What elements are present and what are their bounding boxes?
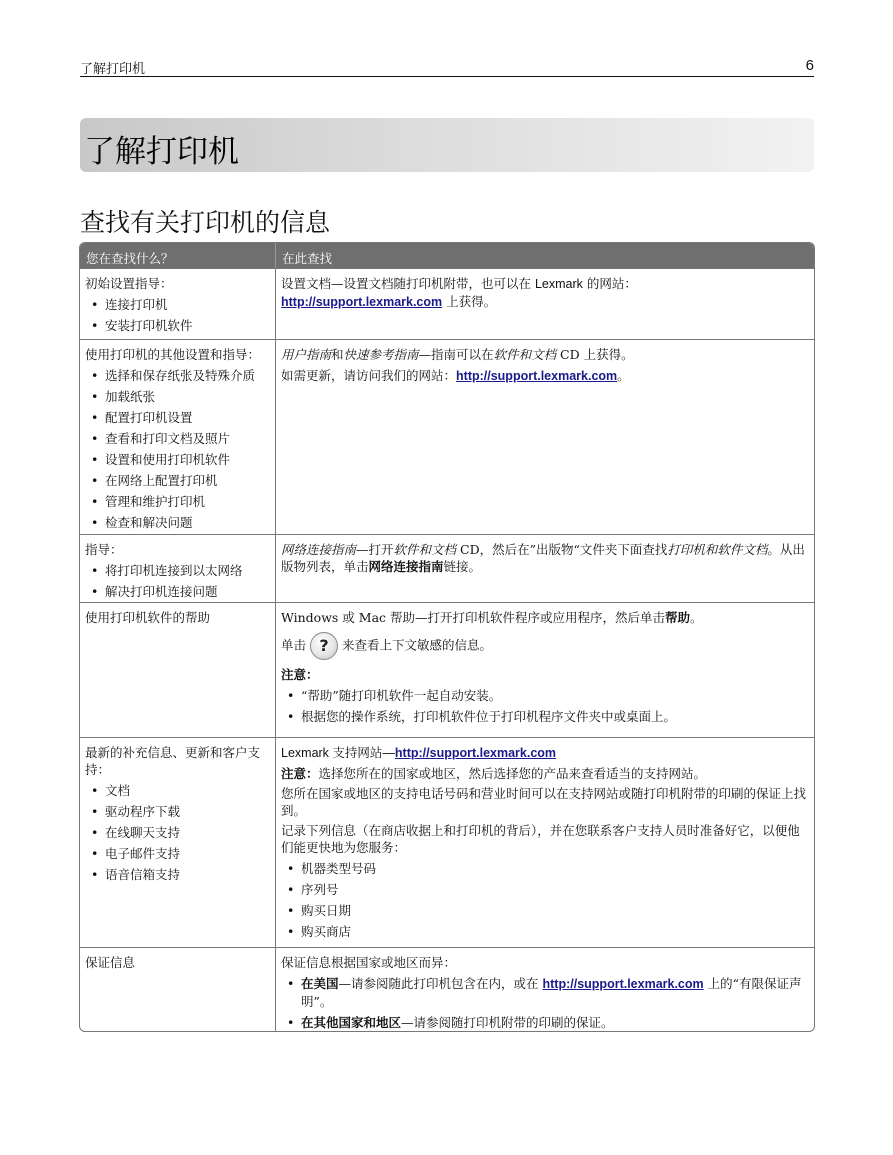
list-item: • 连接打印机	[85, 296, 269, 313]
topic-title: 最新的补充信息、更新和客户支持：	[85, 745, 261, 777]
chapter-banner	[80, 118, 814, 172]
table-row	[80, 339, 814, 534]
support-link[interactable]: http://support.lexmark.com	[542, 977, 704, 991]
source-text: 您所在国家或地区的支持电话号码和营业时间可以在支持网站或随打印机附带的印刷的保证上找到。	[281, 786, 807, 818]
support-link[interactable]: http://support.lexmark.com	[394, 746, 557, 760]
list-item: • 检查和解决问题	[85, 514, 269, 531]
list-item: • 配置打印机设置	[85, 409, 269, 426]
list-item: • 将打印机连接到以太网络	[85, 562, 269, 579]
chapter-title: 了解打印机	[84, 134, 239, 170]
row-source	[276, 603, 814, 737]
section-title: 查找有关打印机的信息	[80, 208, 331, 237]
source-text: 保证信息根据国家或地区而异：	[281, 955, 457, 970]
note-label: 注意：	[281, 667, 319, 682]
list-item: • 序列号	[281, 881, 808, 898]
header-cell-where: 在此查找	[282, 251, 333, 266]
row-topic	[80, 948, 276, 1031]
list-item: • 机器类型号码	[281, 860, 808, 877]
source-text: 网络连接指南—打开软件和文档 CD，然后在”出版物“文件夹下面查找打印机和软件文档。从出版物列表，单击网络连接指南链接。	[281, 542, 805, 574]
list-item: • 解决打印机连接问题	[85, 583, 269, 600]
topic-title: 初始设置指导：	[85, 276, 173, 291]
row-topic	[80, 340, 276, 534]
list-item: • 驱动程序下载	[85, 803, 269, 820]
source-text: 用户指南和快速参考指南—指南可以在软件和文档 CD 上获得。	[281, 347, 634, 362]
topic-list	[85, 562, 269, 600]
row-source	[276, 340, 814, 534]
table-header	[80, 243, 814, 268]
list-item: • 在网络上配置打印机	[85, 472, 269, 489]
support-link[interactable]: http://support.lexmark.com	[281, 295, 443, 309]
table-row	[80, 268, 814, 339]
list-item: • 在线聊天支持	[85, 824, 269, 841]
list-item: • 电子邮件支持	[85, 845, 269, 862]
header-title: 了解打印机	[80, 62, 146, 77]
list-item: • 在美国—请参阅随此打印机包含在内，或在 http://support.lexmark.com 上的“有限保证声明”。	[281, 975, 808, 1010]
list-item: • 查看和打印文档及照片	[85, 430, 269, 447]
source-text: 单击 ? 来查看上下文敏感的信息。	[281, 632, 808, 660]
source-text: 注意：选择您所在的国家或地区，然后选择您的产品来查看适当的支持网站。	[281, 766, 707, 781]
source-text: http://support.lexmark.com 上获得。	[281, 294, 497, 309]
row-topic	[80, 269, 276, 339]
running-header	[80, 58, 814, 77]
list-item: • “帮助”随打印机软件一起自动安装。	[281, 687, 808, 704]
table-row	[80, 947, 814, 1031]
list-item: • 选择和保存纸张及特殊介质	[85, 367, 269, 384]
page-number: 6	[805, 57, 814, 74]
topic-list	[85, 296, 269, 334]
row-source	[276, 738, 814, 947]
row-source	[276, 535, 814, 602]
row-topic	[80, 535, 276, 602]
list-item: • 根据您的操作系统，打印机软件位于打印机程序文件夹中或桌面上。	[281, 708, 808, 725]
list-item: • 加载纸张	[85, 388, 269, 405]
source-text: 设置文档—设置文档随打印机附带，也可以在 Lexmark 的网站：	[281, 276, 637, 291]
topic-list	[85, 367, 269, 531]
topic-title: 指导：	[85, 542, 123, 557]
info-list	[281, 860, 808, 940]
support-link[interactable]: http://support.lexmark.com	[456, 369, 618, 383]
list-item: • 语音信箱支持	[85, 866, 269, 883]
source-text: Windows 或 Mac 帮助—打开打印机软件程序或应用程序，然后单击帮助。	[281, 610, 703, 625]
list-item: • 文档	[85, 782, 269, 799]
list-item: • 购买日期	[281, 902, 808, 919]
source-text: 如需更新，请访问我们的网站：http://support.lexmark.com。	[281, 368, 630, 383]
list-item: • 安装打印机软件	[85, 317, 269, 334]
list-item: • 购买商店	[281, 923, 808, 940]
row-source	[276, 269, 814, 339]
row-source	[276, 948, 814, 1031]
row-topic	[80, 738, 276, 947]
topic-title: 使用打印机软件的帮助	[85, 610, 211, 625]
list-item: • 设置和使用打印机软件	[85, 451, 269, 468]
source-text: 记录下列信息（在商店收据上和打印机的背后），并在您联系客户支持人员时准备好它，以便他们能更快地为您服务：	[281, 823, 800, 855]
table-row	[80, 534, 814, 602]
warranty-list	[281, 975, 808, 1031]
table-row	[80, 602, 814, 737]
source-text: Lexmark 支持网站—http://support.lexmark.com	[281, 746, 557, 760]
note-list	[281, 687, 808, 725]
list-item: • 在其他国家和地区—请参阅随打印机附带的印刷的保证。	[281, 1014, 808, 1031]
topic-title: 保证信息	[85, 955, 136, 970]
info-table	[79, 242, 815, 1032]
topic-list	[85, 782, 269, 883]
list-item: • 管理和维护打印机	[85, 493, 269, 510]
table-row	[80, 737, 814, 947]
row-topic	[80, 603, 276, 737]
topic-title: 使用打印机的其他设置和指导：	[85, 347, 261, 362]
header-cell-what: 您在查找什么？	[80, 243, 276, 268]
help-question-icon[interactable]: ?	[310, 632, 338, 660]
